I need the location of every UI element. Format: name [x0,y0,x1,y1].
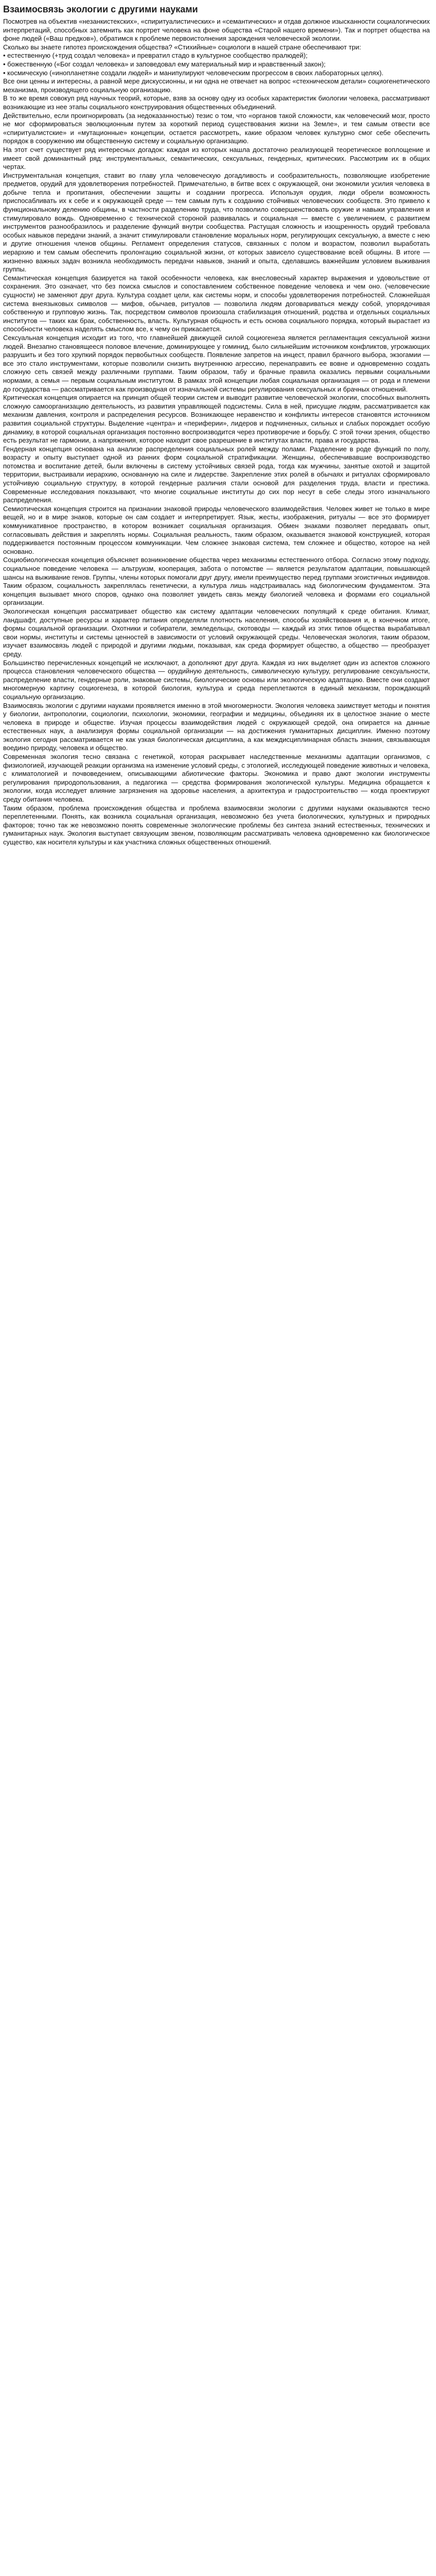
article-body [3,18,430,847]
paragraph: Гендерная концепция основана на анализе распределения социальных ролей между полами. Разделение в роде функций по полу, возрасту и опыту выступает одной из ранних форм социальной стратификации. Женщины, обеспечивавшие воспроизводство потомства и воспитание детей, были включены в систему устойчивых связей рода, тогда как мужчины, занятые охотой и защитой территории, выстраивали иерархию, основанную на силе и лидерстве. Закрепление этих ролей в обычаях и ритуалах сформировало устойчивую социальную структуру, в которой гендерные различия стали основой для разделения труда, власти и престижа. Современные исследования показывают, что многие социальные институты до сих пор несут в себе следы этого изначального распределения. [3,445,430,504]
paragraph: Взаимосвязь экологии с другими науками проявляется именно в этой многомерности. Экология человека заимствует методы и понятия у биологии, антропологии, социологии, психологии, экономики, географии и медицины, объединяя их в целостное знание о месте человека в природе и обществе. Изучая процессы взаимодействия людей с окружающей средой, она опирается на данные естественных наук, а анализируя формы социальной организации — на достижения гуманитарных дисциплин. Именно поэтому экология сегодня рассматривается не как узкая биологическая дисциплина, а как междисциплинарная область знания, связывающая воедино природу, человека и общество. [3,701,430,752]
paragraph: Семантическая концепция базируется на такой особенности человека, как внесловесный характер выражения и удовольствие от сохранения. Это означает, что без поиска смыслов и сопоставлением собственное поведение человека и чем оно. (человеческие сущности) не заменяют друг друга. Культура создает цели, как системы норм, и способы удовлетворения потребностей. Сложнейшая система внеязыковых символов — мифов, обычаев, ритуалов — позволила людям договариваться между собой, упорядочивая собственную и групповую жизнь. Так, посредством символов произошла стабилизация отношений, родства и отдельных социальных институтов — таких как брак, собственность, власть. Культурная общность и есть основа социального порядка, который вырастает из способности человека наделять смыслом все, к чему он прикасается. [3,274,430,333]
paragraph: Таким образом, проблема происхождения общества и проблема взаимосвязи экологии с другими науками оказываются тесно переплетенными. Понять, как возникла социальная организация, невозможно без учета биологических, культурных и природных факторов; точно так же невозможно понять современные экологические проблемы без синтеза знаний естественных, технических и гуманитарных наук. Экология выступает связующим звеном, позволяющим рассматривать человека одновременно как биологическое существо, как носителя культуры и как участника сложных общественных отношений. [3,804,430,846]
article-page [0,0,436,854]
paragraph: Социобиологическая концепция объясняет возникновение общества через механизмы естественного отбора. Согласно этому подходу, социальное поведение человека — альтруизм, кооперация, забота о потомстве — является результатом адаптации, повышающей шансы на выживание генов. Группы, члены которых помогали друг другу, имели преимущество перед группами эгоистичных индивидов. Таким образом, социальность закреплялась генетически, а культура лишь надстраивалась над биологическим фундаментом. Эта концепция вызывает много споров, однако она позволяет увидеть связь между биологией человека и формами его социальной организации. [3,556,430,607]
paragraph: Современная экология тесно связана с генетикой, которая раскрывает наследственные механизмы адаптации организмов, с физиологией, изучающей реакции организма на изменение условий среды, с этологией, исследующей поведение животных и человека, с климатологией и почвоведением, описывающими абиотические факторы. Экономика и право дают экологии инструменты регулирования природопользования, а педагогика — средства формирования экологической культуры. Медицина обращается к экологии, когда исследует влияние загрязнения на здоровье населения, а архитектура и градостроительство — когда проектируют среду обитания человека. [3,753,430,804]
paragraph: На этот счет существует ряд интересных догадок: каждая из которых нашла достаточно реализующей теоретическое воплощение и имеет свой доминантный ряд: инструментальных, семантических, сексуальных, гендерных, критических. Рассмотрим их в общих чертах. [3,145,430,171]
paragraph: Все они ценны и интересны, а равной мере дискуссионны, и ни одна не отвечает на вопрос «стехническом детали» социогенетического механизма, производящего социальную организацию. [3,77,430,94]
paragraph: Действительно, если проигнорировать (за недоказанностью) тезис о том, что «органов такой сложности, как человеческий мозг, просто не мог сформироваться эволюционным путем за короткий период существования жизни на Земле», и тем самым отвести все «спиритуалистские» и «мутационные» концепции, остается рассмотреть, какие образом человек культурно смог себе обеспечить порядок в сооружению им общественную систему и социальную организацию. [3,111,430,145]
paragraph: • божественную («Бог создал человека» и заповедовал ему материальный мир и нравственный закон); [3,60,326,68]
paragraph: Критическая концепция опирается на принцип общей теории систем и выводит развитие человеческой экологии, способных выполнять сложную самоорганизацию деятельность, из развития управляющей подсистемы. Сила в ней, присущие людям, рассматривается как механизм давления, контроля и распределения ресурсов. Возникающее неравенство и конфликты интересов становятся источником развития социальной структуры. Выделение «центра» и «периферии», лидеров и подчиненных, сильных и слабых порождает особую динамику, в которой социальная организация постоянно воспроизводится через противоречие и борьбу. С этой точки зрения, общество есть результат не гармонии, а напряжения, которое находит свое разрешение в институтах власти, права и государства. [3,394,430,445]
paragraph: Семиотическая концепция строится на признании знаковой природы человеческого взаимодействия. Человек живет не только в мире вещей, но и в мире знаков, которые он сам создает и интерпретирует. Язык, жесты, изображения, ритуалы — все это формирует коммуникативное пространство, в котором возникает социальная организация. Обмен знаками позволяет передавать опыт, согласовывать действия и закреплять нормы. Социальная реальность, таким образом, оказывается знаковой конструкцией, которая поддерживается постоянным процессом коммуникации. Чем сложнее знаковая система, тем сложнее и общество, которое на ней основано. [3,504,430,555]
paragraph: В то же время совокуп ряд научных теорий, которые, взяв за основу одну из особых характеристик биологии человека, рассматривают возникающие из нее этапы социального конструирования общественных объединений. [3,94,430,111]
paragraph: Посмотрев на объектив «незанкистекских», «спиритуалистических» и «семантических» и отдав должное изысканности социалогических интерпретаций, способных затемнить как портрет человека на фоне общества «Старой нашего времени»). Так и портрет общества на фоне людей («Ваш предков»), обратимся к проблеме первоистолнения зарождения человеческой экологии. [3,18,430,43]
paragraph: Сколько вы знаете гипотез происхождения общества? «Стихийные» социологи в нашей стране обеспечивают три: [3,43,361,51]
page-title: Взаимосвязь экологии с другими науками [3,4,198,14]
paragraph: Инструментальная концепция, ставит во главу угла человеческую догадливость и сообразительность, позволяющие изобретение предметов, орудий для удовлетворения потребностей. Примечательно, в битве всех с окружающей, они экономили усилия человека в добыче тепла и пропитания, обеспечении защиты и создании прогресса. Используя орудия, люди обрели возможность приспосабливать их к себе и к окружающей среде — тем самым путь к созданию стойчивых человеческих сообществ. Это привело к функциональному делению общины, в частности разделению труда, что позволило совершенствовать оружие и навыки управления и стимулировало вождь. Одновременно с технической стороной развивалась и социальная — вместе с увеличением, с развитием инструментов разнообразилось и разделение функций внутри сообщества. Растущая сложность и изощренность орудий требовала особых навыков передачи знаний, а значит стимулировали становление моральных норм, регулирующих сексуальную, а вместе с нею и другие отношения членов общины. Регламент определения статусов, связанных с полом и возрастом, позволил выработать иерархию и тем самым обеспечить пролонгацию социальной жизни, от которых зависело существование всей общины. В итоге — жизненно важных задач возникла необходимость передачи навыков, знаний и опыта, сделавшись важнейшим условием выживания группы. [3,171,430,274]
paragraph: Большинство перечисленных концепций не исключают, а дополняют друг друга. Каждая из них выделяет один из аспектов сложного процесса становления человеческого общества — орудийную деятельность, символическую культуру, регулирование сексуальности, распределение власти, гендерные роли, знаковые системы, биологические основы или экологическую адаптацию. Вместе они создают многомерную картину социогенеза, в которой биология, культура и среда переплетаются в единый механизм, порождающий социальную организацию. [3,658,430,701]
paragraph: • космическую («инопланетяне создали людей» и манипулируют человеческим прогрессом в своих лабораторных целях). [3,69,383,77]
paragraph: Экологическая концепция рассматривает общество как систему адаптации человеческих популяций к среде обитания. Климат, ландшафт, доступные ресурсы и характер питания определяли плотность населения, способы хозяйствования и, в конечном итоге, формы социальной организации. Охотники и собиратели, земледельцы, скотоводы — каждый из этих типов общества вырабатывал свои нормы, институты и системы ценностей в зависимости от условий окружающей среды. Человеческая экология, таким образом, изучает взаимосвязь людей с природой и другими людьми, показывая, как среда формирует общество, а общество — преобразует среду. [3,607,430,658]
paragraph: • естественную (+труд создал человека» и превратил стадо в культурное сообщество пралюдей); [3,52,308,60]
paragraph: Сексуальная концепция исходит из того, что главнейшей движущей силой социогенеза является регламентация сексуальной жизни людей. Внезапно становящееся половое влечение, доминирующее у гоминид, было сильнейшим источником конфликтов, угрожающих разрушить и без того хрупкий порядок первобытных сообществ. Появление запретов на инцест, правил брачного выбора, экзогамии — все это стало инструментами, которые позволили снизить внутреннюю агрессию, перенаправить ее вовне и одновременно создать сложную сеть связей между различными группами. Таким образом, табу и брачные правила оказались первыми социальными нормами, а семья — первым социальным институтом. В рамках этой концепции любая социальная организация — от рода и племени до государства — рассматривается как производная от изначальной системы регулирования сексуальных и брачных отношений. [3,333,430,393]
